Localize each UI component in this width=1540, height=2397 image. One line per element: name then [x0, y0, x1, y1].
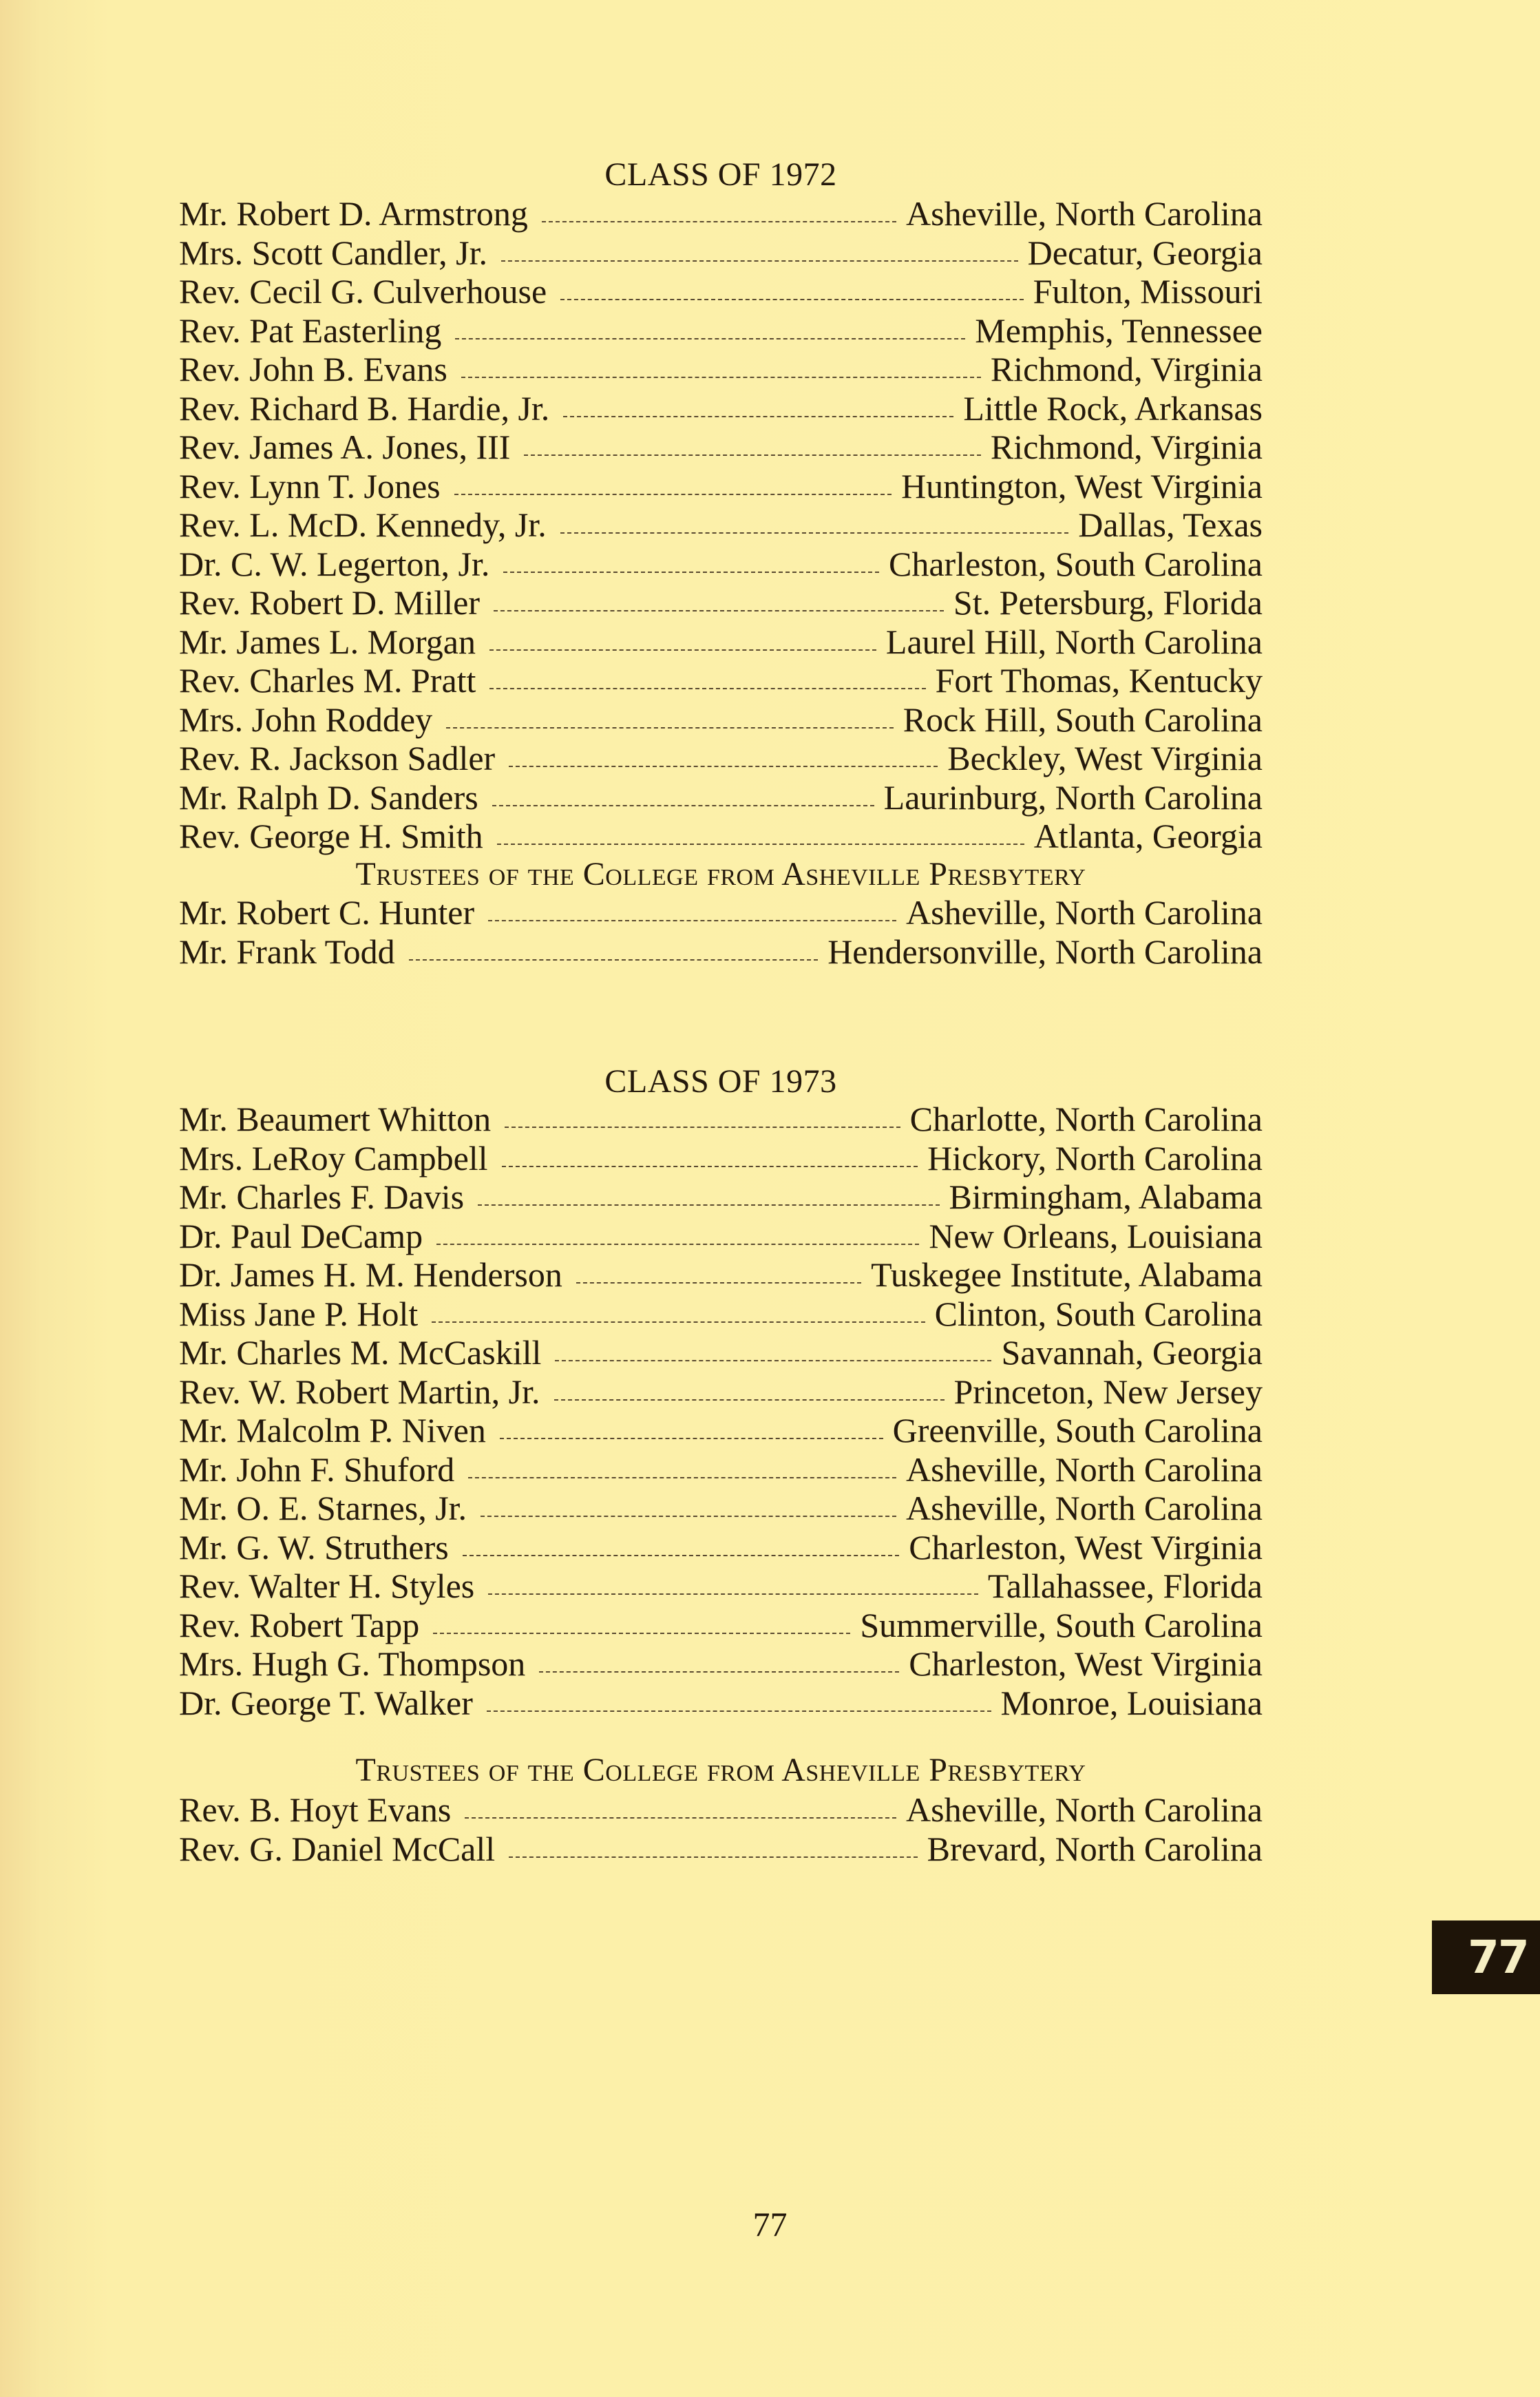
person-location: Asheville, North Carolina	[906, 1790, 1263, 1829]
person-name: Rev. R. Jackson Sadler	[179, 739, 496, 777]
person-location: Asheville, North Carolina	[906, 893, 1263, 932]
person-location: Rock Hill, South Carolina	[903, 700, 1263, 739]
person-name: Rev. Charles M. Pratt	[179, 661, 476, 700]
person-location: Charleston, South Carolina	[889, 544, 1263, 583]
person-name: Rev. Walter H. Styles	[179, 1567, 475, 1605]
dot-leader	[488, 920, 896, 921]
person-location: Asheville, North Carolina	[906, 194, 1263, 233]
person-location: St. Petersburg, Florida	[953, 583, 1263, 622]
list-item	[179, 1644, 1263, 1684]
person-location: Hendersonville, North Carolina	[827, 932, 1263, 971]
dot-leader	[554, 1399, 945, 1401]
person-name: Rev. Cecil G. Culverhouse	[179, 272, 547, 311]
list-item	[179, 622, 1263, 662]
list-item	[179, 893, 1263, 932]
dot-leader	[487, 1710, 991, 1712]
person-name: Mr. Malcolm P. Niven	[179, 1411, 486, 1449]
person-location: New Orleans, Louisiana	[929, 1216, 1263, 1255]
list-item	[179, 1177, 1263, 1217]
dot-leader	[409, 959, 819, 961]
list-item	[179, 233, 1263, 273]
dot-leader	[432, 1321, 925, 1323]
dot-leader	[576, 1282, 861, 1284]
list-item	[179, 311, 1263, 350]
dot-leader	[539, 1671, 899, 1673]
dot-leader	[505, 1127, 900, 1128]
trustee-list-1972	[179, 893, 1263, 971]
person-name: Mr. Robert C. Hunter	[179, 893, 475, 932]
list-item	[179, 194, 1263, 233]
person-location: Little Rock, Arkansas	[963, 388, 1263, 428]
list-item	[179, 350, 1263, 389]
person-name: Miss Jane P. Holt	[179, 1294, 419, 1333]
dot-leader	[481, 1516, 896, 1517]
person-name: Mr. Robert D. Armstrong	[179, 194, 528, 233]
person-name: Dr. Paul DeCamp	[179, 1216, 423, 1255]
person-location: Hickory, North Carolina	[927, 1138, 1263, 1177]
list-item	[179, 505, 1263, 545]
person-location: Dallas, Texas	[1078, 505, 1263, 544]
person-name: Mrs. Hugh G. Thompson	[179, 1644, 526, 1683]
person-location: Memphis, Tennessee	[975, 311, 1263, 350]
dot-leader	[502, 1166, 918, 1167]
person-location: Atlanta, Georgia	[1033, 817, 1263, 855]
person-location: Birmingham, Alabama	[949, 1177, 1263, 1216]
person-location: Decatur, Georgia	[1027, 233, 1263, 272]
dot-leader	[433, 1633, 850, 1634]
list-item	[179, 1684, 1263, 1723]
person-name: Mr. Frank Todd	[179, 932, 395, 971]
dot-leader	[446, 727, 894, 729]
dot-leader	[463, 1555, 900, 1556]
person-location: Laurel Hill, North Carolina	[885, 622, 1263, 661]
list-item	[179, 1450, 1263, 1489]
person-name: Dr. George T. Walker	[179, 1683, 473, 1722]
person-location: Tuskegee Institute, Alabama	[871, 1255, 1263, 1294]
person-location: Tallahassee, Florida	[987, 1567, 1263, 1605]
person-location: Princeton, New Jersey	[953, 1372, 1263, 1411]
list-item	[179, 739, 1263, 778]
section-title-1972: CLASS OF 1972	[604, 156, 837, 193]
dot-leader	[489, 649, 876, 651]
person-name: Rev. B. Hoyt Evans	[179, 1790, 452, 1829]
dot-leader	[461, 377, 981, 378]
dot-leader	[509, 766, 938, 767]
list-item	[179, 1100, 1263, 1139]
dot-leader	[468, 1477, 896, 1478]
dot-leader	[478, 1204, 939, 1206]
list-item	[179, 1217, 1263, 1256]
person-location: Summerville, South Carolina	[860, 1605, 1263, 1644]
list-item	[179, 1295, 1263, 1334]
list-item	[179, 545, 1263, 584]
dot-leader	[494, 610, 944, 611]
list-item	[179, 778, 1263, 817]
person-name: Mr. Charles F. Davis	[179, 1177, 465, 1216]
dot-leader	[524, 454, 980, 456]
person-name: Rev. John B. Evans	[179, 350, 447, 388]
person-name: Rev. Robert Tapp	[179, 1605, 420, 1644]
person-name: Mrs. LeRoy Campbell	[179, 1138, 488, 1177]
person-name: Rev. Robert D. Miller	[179, 583, 480, 622]
list-item	[179, 932, 1263, 972]
person-name: Mrs. John Roddey	[179, 700, 433, 739]
dot-leader	[500, 1438, 883, 1439]
person-location: Beckley, West Virginia	[947, 739, 1263, 777]
list-item	[179, 1489, 1263, 1528]
list-item	[179, 817, 1263, 856]
trustee-list-1973	[179, 1790, 1263, 1868]
list-item	[179, 1139, 1263, 1178]
dot-leader	[509, 1856, 917, 1858]
person-location: Laurinburg, North Carolina	[883, 777, 1263, 817]
list-item	[179, 1411, 1263, 1450]
person-name: Mr. O. E. Starnes, Jr.	[179, 1489, 467, 1527]
dot-leader	[489, 688, 925, 689]
list-item	[179, 1606, 1263, 1645]
list-item	[179, 700, 1263, 740]
trustees-heading-1973: Trustees of the College from Asheville Presbytery	[355, 1752, 1086, 1788]
person-name: Mrs. Scott Candler, Jr.	[179, 233, 487, 272]
person-location: Charleston, West Virginia	[909, 1644, 1263, 1683]
list-item	[179, 272, 1263, 311]
person-location: Monroe, Louisiana	[1000, 1683, 1263, 1722]
person-location: Greenville, South Carolina	[892, 1411, 1263, 1449]
person-name: Mr. Beaumert Whitton	[179, 1100, 492, 1138]
person-name: Rev. L. McD. Kennedy, Jr.	[179, 505, 547, 544]
person-name: Mr. Ralph D. Sanders	[179, 777, 478, 817]
dot-leader	[501, 260, 1018, 262]
list-item	[179, 1790, 1263, 1830]
person-name: Dr. James H. M. Henderson	[179, 1255, 562, 1294]
list-item	[179, 661, 1263, 700]
person-name: Rev. W. Robert Martin, Jr.	[179, 1372, 540, 1411]
list-item	[179, 1830, 1263, 1869]
person-location: Charleston, West Virginia	[909, 1527, 1263, 1567]
trustees-heading-1972: Trustees of the College from Asheville Presbytery	[355, 856, 1086, 892]
person-name: Rev. Lynn T. Jones	[179, 466, 441, 505]
person-name: Rev. Pat Easterling	[179, 311, 442, 350]
person-name: Dr. C. W. Legerton, Jr.	[179, 544, 490, 583]
dot-leader	[560, 299, 1023, 300]
list-item	[179, 583, 1263, 622]
person-location: Fort Thomas, Kentucky	[935, 661, 1263, 700]
list-item	[179, 1255, 1263, 1295]
thumb-index-tab: 77	[1432, 1920, 1540, 1994]
person-name: Mr. G. W. Struthers	[179, 1527, 449, 1567]
dot-leader	[555, 1360, 991, 1361]
list-item	[179, 1333, 1263, 1372]
person-location: Richmond, Virginia	[990, 350, 1263, 388]
section-title-1973: CLASS OF 1973	[604, 1063, 837, 1100]
list-item	[179, 1372, 1263, 1412]
dot-leader	[454, 494, 892, 495]
person-name: Rev. George H. Smith	[179, 817, 483, 855]
person-name: Rev. Richard B. Hardie, Jr.	[179, 388, 550, 428]
dot-leader	[492, 805, 874, 806]
person-name: Rev. James A. Jones, III	[179, 428, 511, 466]
person-location: Huntington, West Virginia	[901, 466, 1263, 505]
dot-leader	[488, 1593, 978, 1595]
dot-leader	[497, 844, 1024, 845]
person-name: Mr. Charles M. McCaskill	[179, 1333, 542, 1372]
dot-leader	[563, 416, 953, 417]
member-list-1973	[179, 1100, 1263, 1722]
person-location: Charlotte, North Carolina	[909, 1100, 1263, 1138]
dot-leader	[503, 572, 879, 573]
page-number: 77	[752, 2205, 788, 2243]
person-location: Richmond, Virginia	[990, 428, 1263, 466]
person-location: Fulton, Missouri	[1033, 272, 1263, 311]
list-item	[179, 1567, 1263, 1606]
dot-leader	[560, 532, 1069, 534]
person-location: Asheville, North Carolina	[906, 1449, 1263, 1489]
dot-leader	[455, 338, 965, 339]
list-item	[179, 428, 1263, 467]
member-list-1972	[179, 194, 1263, 856]
dot-leader	[436, 1244, 919, 1245]
list-item	[179, 467, 1263, 506]
person-name: Mr. James L. Morgan	[179, 622, 476, 661]
person-location: Asheville, North Carolina	[906, 1489, 1263, 1527]
person-name: Mr. John F. Shuford	[179, 1449, 455, 1489]
person-name: Rev. G. Daniel McCall	[179, 1829, 496, 1868]
dot-leader	[465, 1817, 896, 1819]
dot-leader	[542, 221, 896, 222]
person-location: Savannah, Georgia	[1001, 1333, 1263, 1372]
person-location: Clinton, South Carolina	[934, 1294, 1263, 1333]
person-location: Brevard, North Carolina	[927, 1829, 1263, 1868]
list-item	[179, 1528, 1263, 1567]
list-item	[179, 389, 1263, 428]
